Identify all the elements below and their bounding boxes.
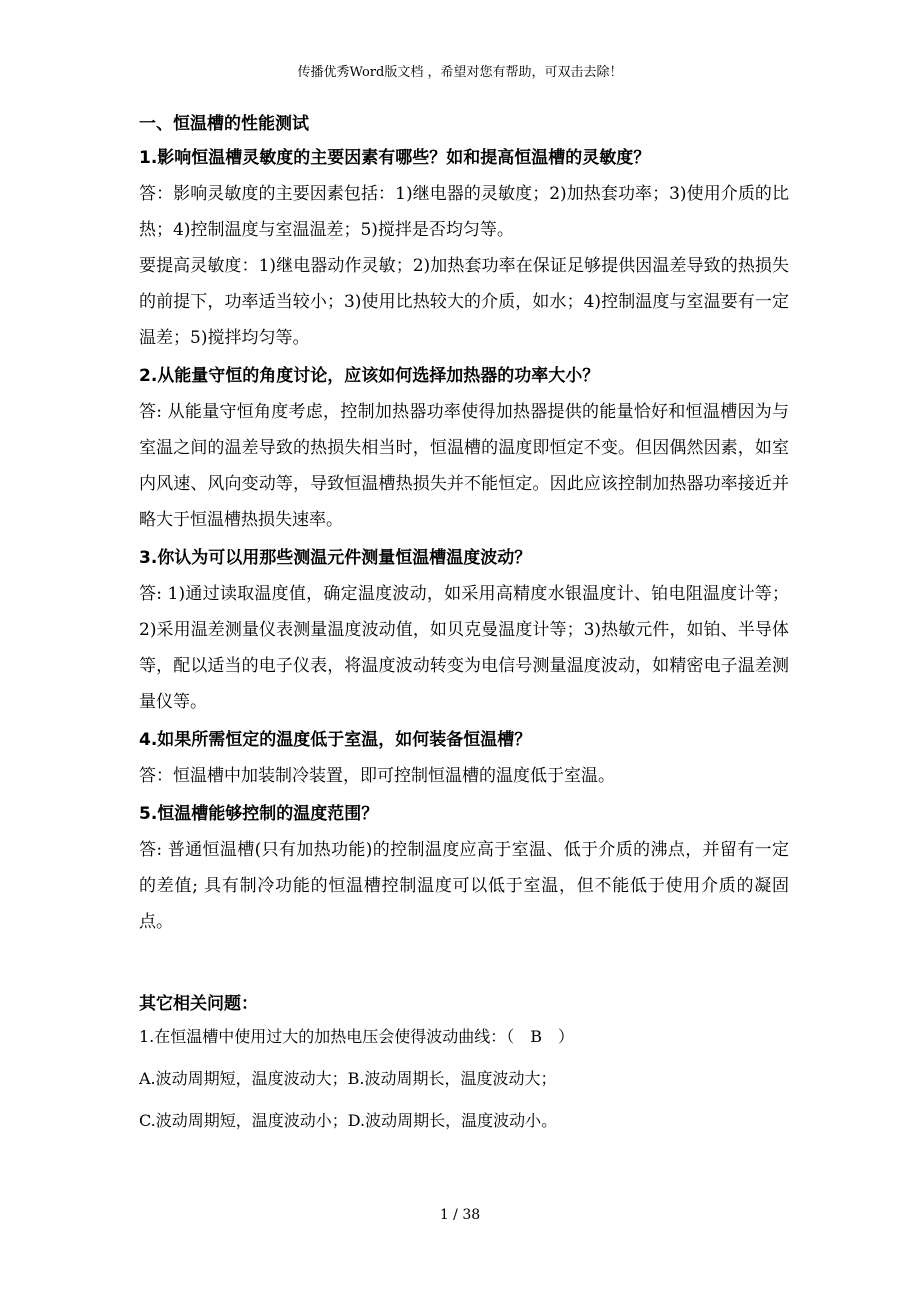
mcq-question-1: 1.在恒温槽中使用过大的加热电压会使得波动曲线：（ B ）: [139, 1027, 575, 1046]
page-footer: [0, 1206, 920, 1224]
question-5-title: 5.恒温槽能够控制的温度范围？: [139, 804, 379, 824]
page-number: 1 / 38: [439, 1207, 481, 1223]
question-4-answer: 答：恒温槽中加装制冷装置，即可控制恒温槽的温度低于室温。: [139, 766, 615, 786]
question-3-answer: 答: 1)通过读取温度值，确定温度波动，如采用高精度水银温度计、铂电阻温度计等；2)采用温差测量仪表测量温度波动值，如贝克曼温度计等；3)热敏元件，如铂、半导体等，配以适当的电子仪表，将温度波动转变为电信号测量温度波动，如精密电子温差测量仪等。: [139, 584, 789, 712]
question-2-answer: 答: 从能量守恒角度考虑，控制加热器功率使得加热器提供的能量恰好和恒温槽因为与室温之间的温差导致的热损失相当时，恒温槽的温度即恒定不变。但因偶然因素，如室内风速、风向变动等，导致恒温槽热损失并不能恒定。因此应该控制加热器功率接近并略大于恒温槽热损失速率。: [139, 402, 789, 530]
header-text: 传播优秀Word版文档 ，希望对您有帮助，可双击去除！: [297, 65, 623, 80]
other-questions-title: 其它相关问题：: [139, 994, 258, 1014]
question-2-title: 2.从能量守恒的角度讨论，应该如何选择加热器的功率大小？: [139, 366, 600, 386]
document-body: [139, 112, 789, 1142]
question-5-answer: 答: 普通恒温槽(只有加热功能)的控制温度应高于室温、低于介质的沸点，并留有一定的差值; 具有制冷功能的恒温槽控制温度可以低于室温，但不能低于使用介质的凝固点。: [139, 840, 789, 932]
section-title: 一、恒温槽的性能测试: [139, 114, 309, 134]
question-1-title: 1.影响恒温槽灵敏度的主要因素有哪些？如和提高恒温槽的灵敏度？: [139, 148, 651, 168]
question-1-improvement: 要提高灵敏度：1)继电器动作灵敏；2)加热套功率在保证足够提供因温差导致的热损失的前提下，功率适当较小；3)使用比热较大的介质，如水；4)控制温度与室温要有一定温差；5)搅拌均匀等。: [139, 256, 789, 348]
mcq-options-ab: A.波动周期短，温度波动大；B.波动周期长，温度波动大；: [139, 1069, 557, 1088]
question-3-title: 3.你认为可以用那些测温元件测量恒温槽温度波动？: [139, 548, 532, 568]
question-4-title: 4.如果所需恒定的温度低于室温，如何装备恒温槽？: [139, 730, 532, 750]
question-1-answer: 答：影响灵敏度的主要因素包括：1)继电器的灵敏度；2)加热套功率；3)使用介质的比热；4)控制温度与室温温差；5)搅拌是否均匀等。: [139, 184, 789, 240]
mcq-options-cd: C.波动周期短，温度波动小；D.波动周期长，温度波动小。: [139, 1111, 558, 1130]
page-header: [0, 64, 920, 82]
